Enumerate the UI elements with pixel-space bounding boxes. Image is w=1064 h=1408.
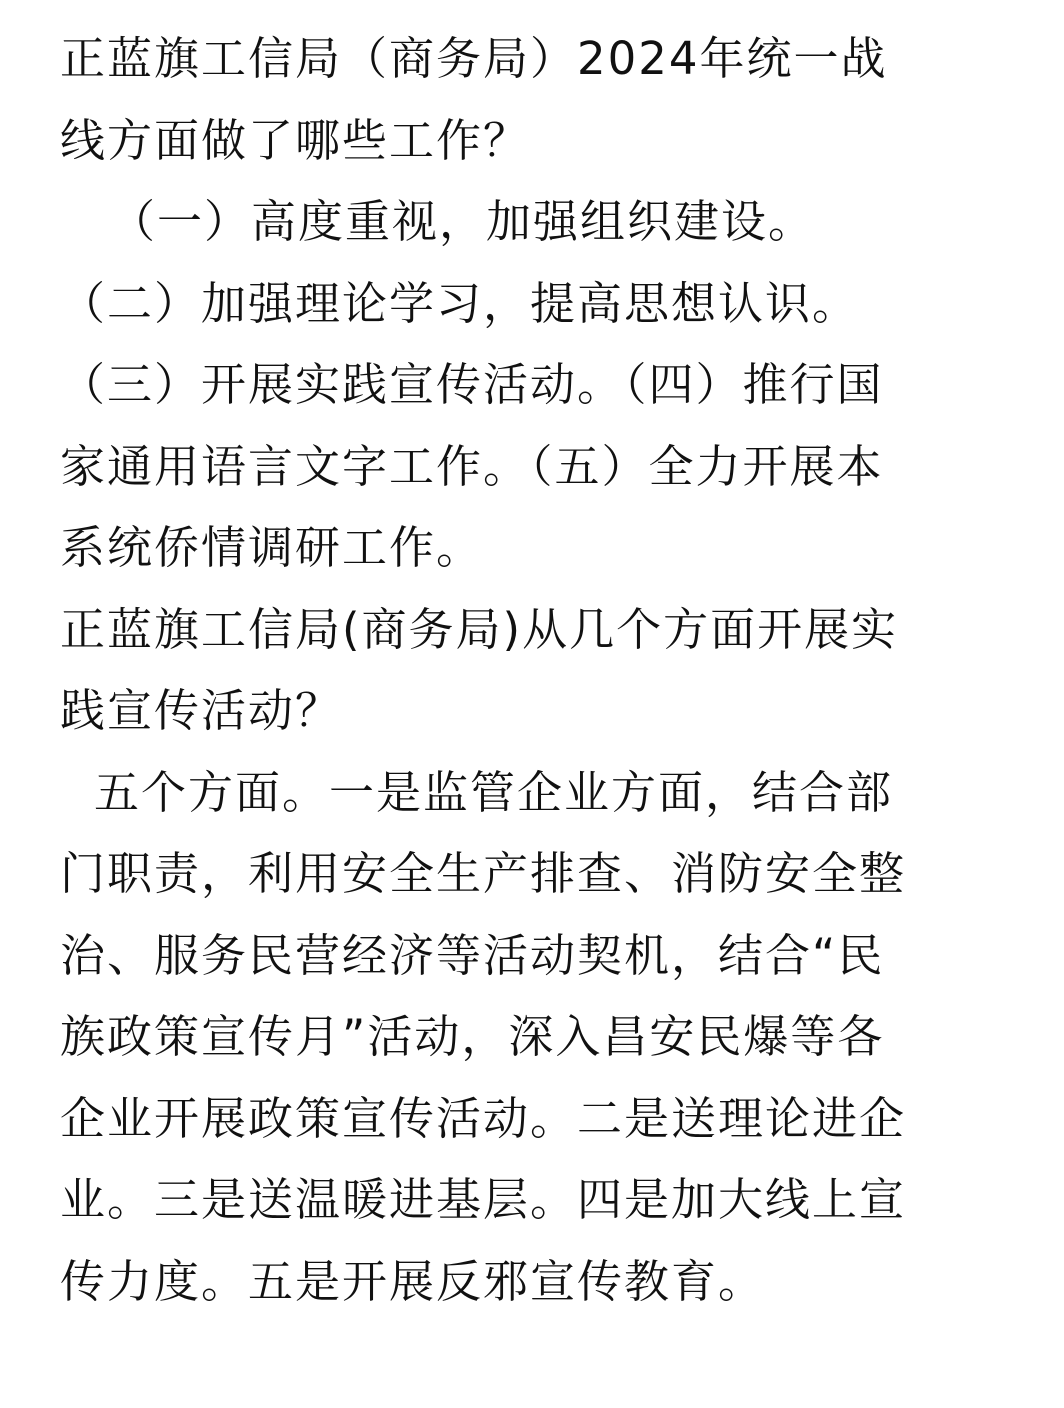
question-2-line-2: 践宣传活动？ <box>60 684 343 737</box>
answer-2-line-5: 企业开展政策宣传活动。二是送理论进企 <box>60 1091 907 1145</box>
answer-2-line-1: 五个方面。一是监管企业方面，结合部 <box>94 765 894 819</box>
answer-2-line-3: 治、服务民营经济等活动契机，结合“民 <box>60 928 885 982</box>
answer-2-line-4: 族政策宣传月”活动，深入昌安民爆等各 <box>60 1010 885 1063</box>
answer-1-line-3: （三）开展实践宣传活动。（四）推行国 <box>60 358 884 411</box>
question-2-line-1: 正蓝旗工信局(商务局)从几个方面开展实 <box>60 602 899 656</box>
question-1-line-1: 正蓝旗工信局（商务局）2024年统一战 <box>60 32 888 85</box>
answer-1-line-5: 系统侨情调研工作。 <box>60 521 484 574</box>
answer-2-line-2: 门职责，利用安全生产排查、消防安全整 <box>60 847 907 900</box>
answer-2-line-6: 业。三是送温暖进基层。四是加大线上宣 <box>60 1173 907 1226</box>
answer-2-line-7: 传力度。五是开展反邪宣传教育。 <box>60 1254 766 1308</box>
answer-1-line-2: （二）加强理论学习，提高思想认识。 <box>60 276 860 330</box>
answer-1-line-1: （一）高度重视，加强组织建设。 <box>110 195 816 248</box>
answer-1-line-4: 家通用语言文字工作。（五）全力开展本 <box>60 439 884 493</box>
question-1-line-2: 线方面做了哪些工作？ <box>60 113 531 167</box>
